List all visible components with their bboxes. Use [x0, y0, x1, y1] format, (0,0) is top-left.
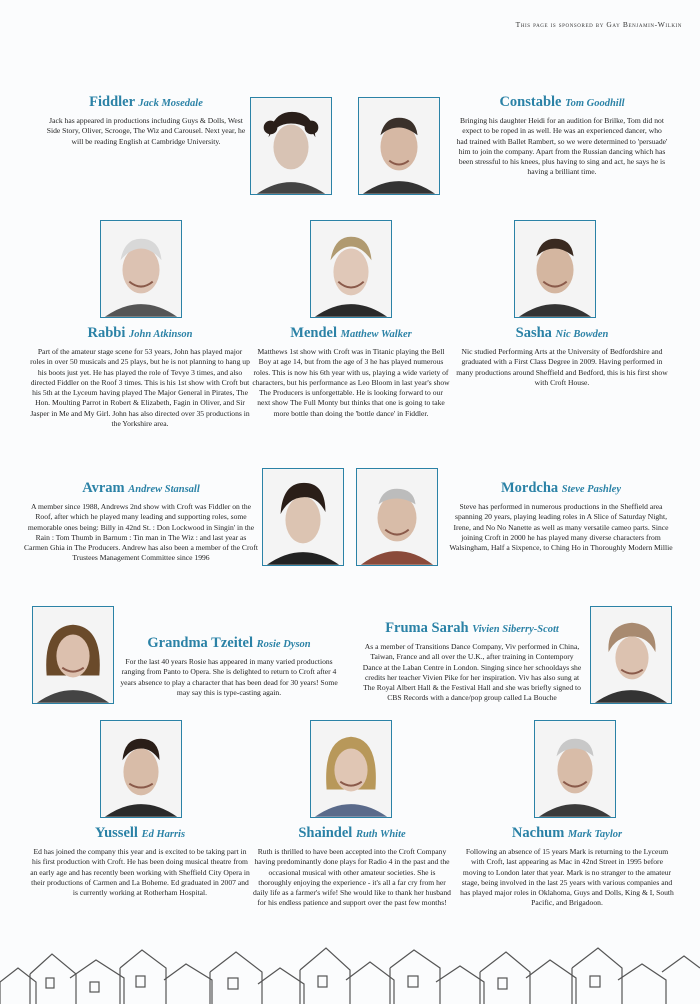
role-heading: Shaindel Ruth White [298, 825, 406, 841]
headshot-sasha [514, 220, 596, 318]
bio-constable [456, 94, 668, 178]
actor-name: Ed Harris [141, 829, 186, 840]
role-heading: Avram Andrew Stansall [82, 480, 200, 496]
rooftops-sketch-decoration [0, 938, 700, 1004]
headshot-grandma-tzeitel [32, 606, 114, 704]
bio-text: Ed has joined the company this year and is excited to be taking part in his first production with Croft. He has been doing musical theatre from an early age and has recently been working with Sheffield City Opera in their productions of Carmen and La Boheme. Ed graduated in 2007 and is currently working at Rotherham Hospital. [30, 847, 250, 898]
bio-shaindel [252, 825, 452, 909]
role-heading: Mendel Matthew Walker [290, 325, 412, 341]
headshot-nachum [534, 720, 616, 818]
actor-name: Nic Bowden [555, 329, 609, 340]
actor-name: Rosie Dyson [256, 639, 311, 650]
bio-text: Ruth is thrilled to have been accepted into the Croft Company having predominantly done plays for Radio 4 in the past and the occasional musical with other amateur societies. She is thoroughly enjoying the experience - it's all a far cry from her daily life as a farmer's wife! She would like to thank her husband for his endless patience and support over the past few months! [253, 847, 451, 908]
headshot-rabbi [100, 220, 182, 318]
headshot-fruma-sarah [590, 606, 672, 704]
actor-name: Mark Taylor [567, 829, 623, 840]
bio-text: Following an absence of 15 years Mark is returning to the Lyceum with Croft, last appearing as Mac in 42nd Street in 1995 before moving to London later that year. Mark is no stranger to the amateur stage, being involved in the last 25 years with various companies and has played major roles in Oklahoma, Guys and Dolls, King & I, South Pacific, and Brigadoon. [460, 847, 674, 908]
bio-text: Part of the amateur stage scene for 53 years, John has played major roles in over 50 musicals and 25 plays, but he is not planning to hang up his boots just yet. He has played the role of Tevye 3 times, and also directed Fiddler on the Roof 3 times. This is his 1st show with Croft but his 5th at the Lyceum having played The Major General in Pirates, The Hon. Moulting Parrot in Robert & Elizabeth, Fagin in Oliver, and Sir Jasper in Me and My Girl. John has also directed over 35 productions in the Yorkshire area. [30, 347, 250, 429]
actor-name: Tom Goodhill [565, 98, 625, 109]
bio-yussell [30, 825, 250, 898]
bio-text: Matthews 1st show with Croft was in Titanic playing the Bell Boy at age 14, but from the age of 3 he has played numerous roles. This is now his 6th year with us, playing a wide variety of characters, but his performance as Leo Bloom in last year's show The Producers is unforgettable. He is looking forward to our next show The Full Monty but thinks that one is going to take more bottle than doing the 'bottle dance' in Fiddler. [252, 347, 450, 418]
headshot-avram [262, 468, 344, 566]
bio-fiddler [46, 94, 246, 147]
role-heading: Grandma Tzeitel Rosie Dyson [147, 635, 311, 651]
bio-text: A member since 1988, Andrews 2nd show with Croft was Fiddler on the Roof, after which he played many leading and supporting roles, some memorable ones being: Billy in 42nd St. : Don Lockwood in Singin' in the Rain : Tom Thumb in Barnum : Tin man in The Wiz : and last year as Carmen Ghia in The Producers. Andrew has also been a member of the Croft Trustees Management Committee since 1996 [24, 502, 258, 563]
role-heading: Constable Tom Goodhill [499, 94, 625, 110]
bio-text: For the last 40 years Rosie has appeared in many varied productions ranging from Panto to Opera. She is delighted to return to Croft after 4 years absence to play a character that has been dead for 30 years! Some may say this is type-casting again. [120, 657, 338, 697]
bio-text: Steve has performed in numerous productions in the Sheffield area spanning 20 years, playing leading roles in A Slice of Saturday Night, Irene, and No No Nanette as well as many versatile cameo parts. Since joining Croft in 2000 he has played many diverse characters from Walsingham, Half a Sixpence, to Ching Ho in Thoroughly Modern Millie [449, 502, 673, 553]
headshot-fiddler [250, 97, 332, 195]
bio-nachum [460, 825, 674, 909]
bio-sasha [456, 325, 668, 388]
headshot-shaindel [310, 720, 392, 818]
bio-text: As a member of Transitions Dance Company, Viv performed in China, Taiwan, France and all over the U.K., after training in Contempory Dance at the Laban Centre in London. Singing since her schooldays she credits her teacher Vivien Pike for her inspiration. Viv has also sung at The Royal Albert Hall & the Festival Hall and she was briefly signed to CBS Records with a dance/pop group called La Bouche [362, 642, 582, 703]
headshot-mordcha [356, 468, 438, 566]
bio-text: Bringing his daughter Heidi for an audition for Brilke, Tom did not expect to be roped in as well. He was an experienced dancer, who had trained with Ballet Rambert, so we were determined to 'persuade' him to join the company. Apart from the Russian dancing which has been stressful to his knees, plus having to sing and act, he says he is having a brilliant time. [456, 116, 668, 177]
bio-text: Nic studied Performing Arts at the University of Bedfordshire and graduated with a First Class Degree in 2009. Having performed in many productions around Sheffield and Bedford, this is his first show with Croft House. [456, 347, 668, 387]
bio-fruma-sarah [360, 620, 584, 704]
headshot-yussell [100, 720, 182, 818]
headshot-mendel [310, 220, 392, 318]
bio-mordcha [448, 480, 674, 553]
role-heading: Yussell Ed Harris [94, 825, 186, 841]
bio-avram [24, 480, 258, 564]
role-heading: Rabbi John Atkinson [87, 325, 193, 341]
bio-rabbi [30, 325, 250, 429]
actor-name: John Atkinson [128, 329, 193, 340]
actor-name: Andrew Stansall [128, 484, 200, 495]
bio-mendel [252, 325, 450, 419]
actor-name: Vivien Siberry-Scott [472, 624, 559, 635]
actor-name: Steve Pashley [561, 484, 621, 495]
actor-name: Matthew Walker [340, 329, 412, 340]
role-heading: Sasha Nic Bowden [515, 325, 609, 341]
bio-grandma-tzeitel [118, 635, 340, 698]
role-heading: Fiddler Jack Mosedale [89, 94, 203, 110]
role-heading: Nachum Mark Taylor [511, 825, 623, 841]
role-heading: Mordcha Steve Pashley [500, 480, 621, 496]
sponsor-line: This page is sponsored by Gay Benjamin-Wilkin [515, 20, 682, 29]
bio-text: Jack has appeared in productions including Guys & Dolls, West Side Story, Oliver, Scrooge, The Wiz and Carousel. Next year, he will be reading English at Cambridge University. [46, 116, 246, 146]
role-heading: Fruma Sarah Vivien Siberry-Scott [385, 620, 559, 636]
headshot-constable [358, 97, 440, 195]
actor-name: Ruth White [355, 829, 406, 840]
actor-name: Jack Mosedale [138, 98, 203, 109]
